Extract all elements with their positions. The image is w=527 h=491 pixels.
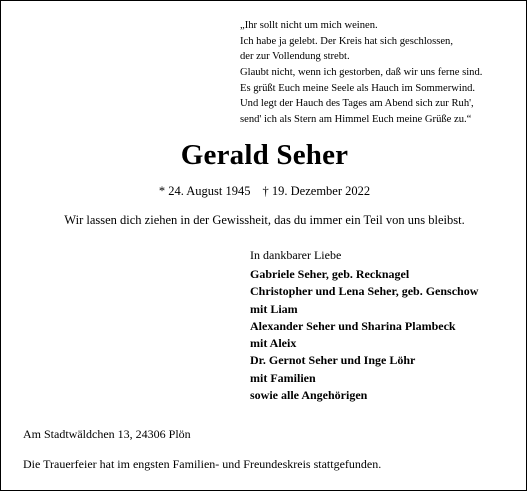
poem-line: Glaubt nicht, wenn ich gestorben, daß wir uns ferne sind. (240, 67, 483, 79)
mourner-line: mit Aleix (250, 336, 297, 351)
mourner-line: mit Familien (250, 370, 316, 385)
family-address: Am Stadtwäldchen 13, 24306 Plön (23, 427, 191, 441)
poem-line: send' ich als Stern am Himmel Euch meine Grüße zu.“ (240, 114, 472, 126)
mourner-line: sowie alle Angehörigen (250, 388, 368, 403)
poem-line: Es grüßt Euch meine Seele als Hauch im Sommerwind. (240, 82, 476, 94)
poem-line: Ich habe ja gelebt. Der Kreis hat sich geschlossen, (240, 35, 453, 47)
funeral-note: Die Trauerfeier hat im engsten Familien- und Freundeskreis stattgefunden. (23, 457, 382, 471)
birth-date: * 24. August 1945 (158, 184, 251, 198)
life-dates (1, 183, 527, 199)
mourners-intro: In dankbarer Liebe (250, 248, 342, 262)
farewell-quote: Wir lassen dich ziehen in der Gewissheit, das du immer ein Teil von uns bleibst. (64, 213, 465, 227)
poem-line: Und legt der Hauch des Tages am Abend sich zur Ruh', (240, 98, 474, 110)
deceased-name: Gerald Seher (180, 139, 349, 171)
mourners-list (250, 266, 478, 404)
mourner-line: Dr. Gernot Seher und Inge Löhr (250, 353, 416, 368)
mourner-line: Christopher und Lena Seher, geb. Genschow (250, 284, 479, 299)
death-date: † 19. Dezember 2022 (262, 184, 371, 198)
poem-line: der zur Vollendung strebt. (240, 51, 350, 63)
mourner-line: Gabriele Seher, geb. Recknagel (250, 267, 410, 281)
poem (240, 18, 520, 128)
mourner-line: Alexander Seher und Sharina Plambeck (250, 318, 456, 333)
mourner-line: mit Liam (250, 301, 298, 316)
poem-line: „Ihr sollt nicht um mich weinen. (240, 20, 378, 31)
